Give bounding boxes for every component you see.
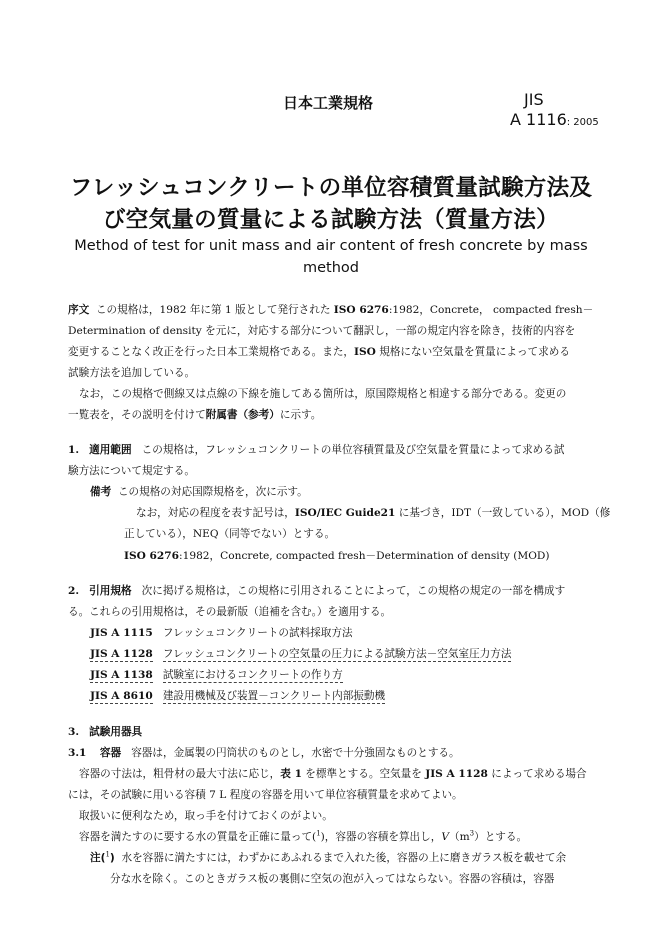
preface-line-3 [68,344,570,359]
note-text: なお，対応の程度を表す記号は， [136,507,295,519]
reference-title: フレッシュコンクリートの空気量の圧力による試験方法－空気室圧力方法 [162,648,512,660]
section-number: 1. [68,444,80,456]
iso-ref: ISO 6276 [333,304,389,316]
preface-line-1 [68,302,593,317]
reference-item [90,688,385,703]
footnote-number: 1 [105,850,110,859]
preface-line-4: 試験方法を追加している。 [68,367,196,379]
reference-title: 試験室におけるコンクリートの作り方 [162,669,343,681]
iso-ref: ISO 6276 [124,550,180,562]
iso-ref-title: :1982，Concrete, compacted fresh－Determination of density (MOD) [179,550,550,562]
standard-code [510,110,599,129]
standard-year: : 2005 [566,117,599,128]
body-text: )，容器の容積を算出し， [320,831,442,843]
subsection-number: 3.1 [68,747,87,759]
jis-label: JIS [524,90,544,109]
note-text: この規格の対応国際規格を，次に示す。 [117,486,308,498]
preface-text: 一覧表を，その説明を付けて [68,409,206,421]
section-2-line-1 [68,583,565,598]
footnote-line-2: 分な水を除く。このときガラス板の裏側に空気の泡が入ってはならない。容器の容積は，容器 [110,873,555,885]
preface-line-2: Determination of density を元に，対応する部分について翻訳し，一部の規定内容を除き，技術的内容を [68,325,576,337]
preface-text: 変更することなく改正を行った日本工業規格である。また， [68,346,355,358]
section-number: 2. [68,585,80,597]
footnote-ref: 1 [316,829,321,838]
title-en-line-1: Method of test for unit mass and air content of fresh concrete by mass [74,238,588,254]
reference-code: JIS A 8610 [90,690,153,702]
guide-ref: ISO/IEC Guide21 [294,507,396,519]
unit-exponent: 3 [469,829,475,838]
standard-name: 日本工業規格 [283,94,374,112]
iso-ref: ISO [354,346,376,358]
footnote-line-1 [90,850,566,865]
body-text: 容器の寸法は，粗骨材の最大寸法に応じ， [79,768,281,780]
title-jp-line-1: フレッシュコンクリートの単位容積質量試験方法及 [69,175,593,201]
body-text: 容器を満たすのに要する水の質量を正確に量って( [79,831,317,843]
section-heading: 試験用器具 [89,726,143,738]
preface-text: に示す。 [279,409,322,421]
reference-item [90,625,353,640]
footnote-label: ) [109,852,115,864]
reference-code: JIS A 1138 [90,669,153,681]
section-number: 3. [68,726,80,738]
footnote-text: 水を容器に満たすには，わずかにあふれるまで入れた後，容器の上に磨きガラス板を載せて余 [121,852,567,864]
jis-ref: JIS A 1128 [425,768,488,780]
reference-item [90,667,343,682]
body-text: を標準とする。空気量を [301,768,426,780]
reference-title: 建設用機械及び装置－コンクリート内部振動機 [162,690,386,702]
subsection-text: 容器は，金属製の円筒状のものとし，水密で十分強固なものとする。 [131,747,460,759]
section-1-note-line-2 [136,505,610,520]
reference-item [90,646,511,661]
preface-line-6 [68,407,321,422]
section-1-note-line-3: 正している），NEQ（同等でない）とする。 [124,528,336,540]
preface-text: :1982，Concrete， compacted fresh－ [388,304,594,316]
section-2-line-2: る。これらの引用規格は，その最新版（追補を含む。）を適用する。 [68,606,392,618]
preface-text: この規格は，1982 年に第 1 版として発行された [95,304,334,316]
standard-number: A 1116 [510,110,567,129]
body-text: ）とする。 [474,831,528,843]
section-heading: 引用規格 [89,585,132,597]
annex-ref: 附属書（参考） [205,409,280,421]
section-3-para-2: 取扱いに便利なため，取っ手を付けておくのがよい。 [79,810,333,822]
section-heading: 適用範囲 [89,444,132,456]
preface-text: 規格にない空気量を質量によって求める [375,346,570,358]
preface-line-5: なお，この規格で側線又は点線の下線を施してある箇所は，原国際規格と相違する部分である。変更の [79,388,567,400]
title-jp-line-2: び空気量の質量による試験方法（質量方法） [102,207,559,233]
body-text: によって求める場合 [487,768,587,780]
reference-title: フレッシュコンクリートの試料採取方法 [162,627,353,639]
footnote-label: 注( [90,852,106,864]
volume-symbol: V [441,831,449,843]
section-1-note-line-1 [90,484,308,499]
note-text: に基づき，IDT（一致している），MOD（修 [395,507,611,519]
section-1-line-2: 験方法について規定する。 [68,465,195,477]
table-ref: 表 1 [280,768,302,780]
section-3-para-3 [79,829,527,844]
subsection-heading: 容器 [99,747,122,759]
section-text: この規格は，フレッシュコンクリートの単位容積質量及び空気量を質量によって求める試 [141,444,565,456]
subsection-3-1 [68,745,460,760]
section-1-iso-reference [124,548,550,563]
note-label: 備考 [90,486,112,498]
reference-code: JIS A 1128 [90,648,153,660]
title-en-line-2: method [303,260,359,276]
section-3-heading [68,724,142,739]
section-3-para-1-line-2: には，その試験に用いる容積 7 L 程度の容器を用いて単位容積質量を求めてよい。 [68,789,463,801]
section-text: 次に掲げる規格は，この規格に引用されることによって，この規格の規定の一部を構成す [141,585,566,597]
body-text: （m [449,831,470,843]
section-3-para-1-line-1 [79,766,587,781]
preface-label: 序文 [68,304,90,316]
section-1-line-1 [68,442,564,457]
reference-code: JIS A 1115 [90,627,153,639]
